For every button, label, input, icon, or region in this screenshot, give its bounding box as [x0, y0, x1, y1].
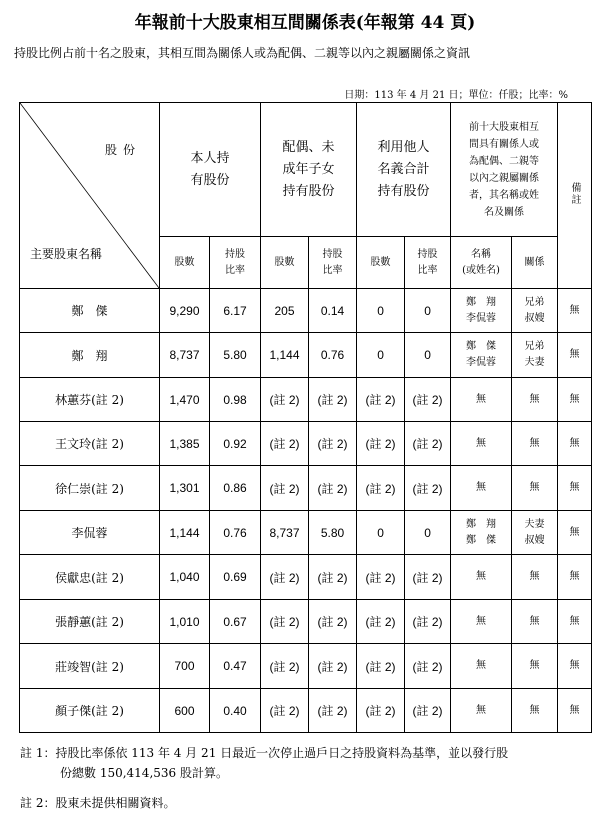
footnote-1: 註 1：持股比率係依 113 年 4 月 21 日最近一次停止過戶日之持股資料為基準，並以發行股 份總數 150,414,536 股計算。	[20, 746, 509, 780]
nominee-ratio: (註 2)	[405, 466, 451, 511]
spouse-ratio: (註 2)	[309, 378, 357, 422]
remark: 無	[558, 333, 592, 378]
nominee-shares: 0	[357, 333, 405, 378]
relations: 無	[512, 689, 558, 733]
relations: 無	[512, 466, 558, 511]
table-row	[20, 644, 592, 689]
relations: 兄弟 叔嫂	[512, 289, 558, 333]
relations: 無	[512, 378, 558, 422]
related-names: 無	[451, 555, 512, 600]
relations: 無	[512, 600, 558, 644]
own-ratio: 0.86	[210, 466, 261, 511]
own-ratio: 0.47	[210, 644, 261, 689]
nominee-shares: 0	[357, 289, 405, 333]
related-names: 無	[451, 422, 512, 466]
table-row	[20, 333, 592, 378]
page-subtitle: 持股比例占前十名之股東，其相互間為關係人或為配偶、二親等以內之親屬關係之資訊	[14, 46, 471, 60]
spouse-ratio: 0.14	[309, 289, 357, 333]
table-row	[20, 600, 592, 644]
own-ratio: 0.69	[210, 555, 261, 600]
subheader-ratio: 持股 比率	[405, 237, 451, 289]
nominee-shares: 0	[357, 511, 405, 555]
table-row	[20, 378, 592, 422]
own-shares: 1,301	[160, 466, 210, 511]
related-names: 無	[451, 644, 512, 689]
nominee-ratio: (註 2)	[405, 644, 451, 689]
own-shares: 600	[160, 689, 210, 733]
related-names: 無	[451, 600, 512, 644]
spouse-ratio: (註 2)	[309, 555, 357, 600]
related-names: 鄭 翔 鄭 傑	[451, 511, 512, 555]
remark: 無	[558, 689, 592, 733]
remark: 無	[558, 555, 592, 600]
nominee-ratio: 0	[405, 333, 451, 378]
spouse-ratio: (註 2)	[309, 466, 357, 511]
nominee-ratio: 0	[405, 289, 451, 333]
own-shares: 1,470	[160, 378, 210, 422]
spouse-shares: 205	[261, 289, 309, 333]
own-ratio: 0.67	[210, 600, 261, 644]
remark: 無	[558, 422, 592, 466]
table-row	[20, 555, 592, 600]
nominee-shares: (註 2)	[357, 422, 405, 466]
shareholder-name: 侯獻忠(註 2)	[20, 555, 160, 600]
nominee-ratio: 0	[405, 511, 451, 555]
remark: 無	[558, 289, 592, 333]
own-shares: 1,144	[160, 511, 210, 555]
shareholder-name: 莊竣智(註 2)	[20, 644, 160, 689]
spouse-shares: (註 2)	[261, 466, 309, 511]
subheader-ratio: 持股 比率	[210, 237, 261, 289]
relations: 無	[512, 555, 558, 600]
relations: 兄弟 夫妻	[512, 333, 558, 378]
related-names: 無	[451, 689, 512, 733]
remark: 無	[558, 600, 592, 644]
header-remarks: 備註	[558, 103, 592, 289]
subheader-shares: 股數	[261, 237, 309, 289]
shareholder-name: 顏子傑(註 2)	[20, 689, 160, 733]
nominee-ratio: (註 2)	[405, 378, 451, 422]
relations: 無	[512, 644, 558, 689]
header-spouse-shares: 配偶、未 成年子女 持有股份	[261, 103, 357, 237]
own-ratio: 0.92	[210, 422, 261, 466]
header-shares-label: 股份	[104, 143, 141, 157]
header-nominee-shares: 利用他人 名義合計 持有股份	[357, 103, 451, 237]
spouse-ratio: (註 2)	[309, 422, 357, 466]
nominee-ratio: (註 2)	[405, 555, 451, 600]
own-ratio: 5.80	[210, 333, 261, 378]
table-row	[20, 422, 592, 466]
nominee-shares: (註 2)	[357, 600, 405, 644]
spouse-shares: (註 2)	[261, 600, 309, 644]
remark: 無	[558, 466, 592, 511]
page-title: 年報前十大股東相互間關係表(年報第 44 頁)	[134, 13, 476, 33]
nominee-shares: (註 2)	[357, 378, 405, 422]
nominee-ratio: (註 2)	[405, 689, 451, 733]
own-ratio: 0.98	[210, 378, 261, 422]
own-shares: 1,010	[160, 600, 210, 644]
own-ratio: 0.40	[210, 689, 261, 733]
spouse-ratio: (註 2)	[309, 689, 357, 733]
related-names: 無	[451, 466, 512, 511]
subheader-shares: 股數	[160, 237, 210, 289]
remark: 無	[558, 511, 592, 555]
table-row	[20, 289, 592, 333]
own-shares: 1,040	[160, 555, 210, 600]
nominee-shares: (註 2)	[357, 466, 405, 511]
nominee-shares: (註 2)	[357, 644, 405, 689]
own-shares: 700	[160, 644, 210, 689]
subheader-shares: 股數	[357, 237, 405, 289]
nominee-ratio: (註 2)	[405, 422, 451, 466]
related-names: 鄭 翔 李侃蓉	[451, 289, 512, 333]
relations: 夫妻 叔嫂	[512, 511, 558, 555]
spouse-shares: (註 2)	[261, 555, 309, 600]
spouse-shares: 8,737	[261, 511, 309, 555]
header-own-shares: 本人持 有股份	[160, 103, 261, 237]
table-row	[20, 466, 592, 511]
header-diagonal-cell	[20, 103, 160, 289]
shareholder-name: 鄭 翔	[20, 333, 160, 378]
footnote-2: 註 2：股東未提供相關資料。	[20, 796, 176, 810]
subheader-relation: 關係	[512, 237, 558, 289]
shareholder-relationship-table	[19, 102, 592, 733]
shareholder-name: 林蕙芬(註 2)	[20, 378, 160, 422]
own-ratio: 0.76	[210, 511, 261, 555]
shareholder-name: 張靜蕙(註 2)	[20, 600, 160, 644]
header-relationship: 前十大股東相互 間具有關係人或 為配偶、二親等 以內之親屬關係 者，其名稱或姓 名及關係	[451, 103, 558, 237]
remark: 無	[558, 644, 592, 689]
spouse-ratio: 5.80	[309, 511, 357, 555]
header-shareholder-label: 主要股東名稱	[30, 247, 103, 261]
own-ratio: 6.17	[210, 289, 261, 333]
spouse-shares: 1,144	[261, 333, 309, 378]
shareholder-name: 鄭 傑	[20, 289, 160, 333]
spouse-shares: (註 2)	[261, 689, 309, 733]
spouse-shares: (註 2)	[261, 422, 309, 466]
own-shares: 1,385	[160, 422, 210, 466]
relations: 無	[512, 422, 558, 466]
date-unit-line: 日期：113 年 4 月 21 日；單位：仟股；比率：%	[344, 90, 568, 101]
related-names: 鄭 傑 李侃蓉	[451, 333, 512, 378]
subheader-ratio: 持股 比率	[309, 237, 357, 289]
nominee-shares: (註 2)	[357, 555, 405, 600]
spouse-shares: (註 2)	[261, 378, 309, 422]
own-shares: 9,290	[160, 289, 210, 333]
shareholder-name: 王文玲(註 2)	[20, 422, 160, 466]
shareholder-name: 李侃蓉	[20, 511, 160, 555]
subheader-name: 名稱 (或姓名)	[451, 237, 512, 289]
remark: 無	[558, 378, 592, 422]
related-names: 無	[451, 378, 512, 422]
spouse-ratio: (註 2)	[309, 644, 357, 689]
spouse-shares: (註 2)	[261, 644, 309, 689]
nominee-shares: (註 2)	[357, 689, 405, 733]
shareholder-name: 徐仁崇(註 2)	[20, 466, 160, 511]
table-row	[20, 689, 592, 733]
spouse-ratio: 0.76	[309, 333, 357, 378]
own-shares: 8,737	[160, 333, 210, 378]
spouse-ratio: (註 2)	[309, 600, 357, 644]
nominee-ratio: (註 2)	[405, 600, 451, 644]
table-row	[20, 511, 592, 555]
